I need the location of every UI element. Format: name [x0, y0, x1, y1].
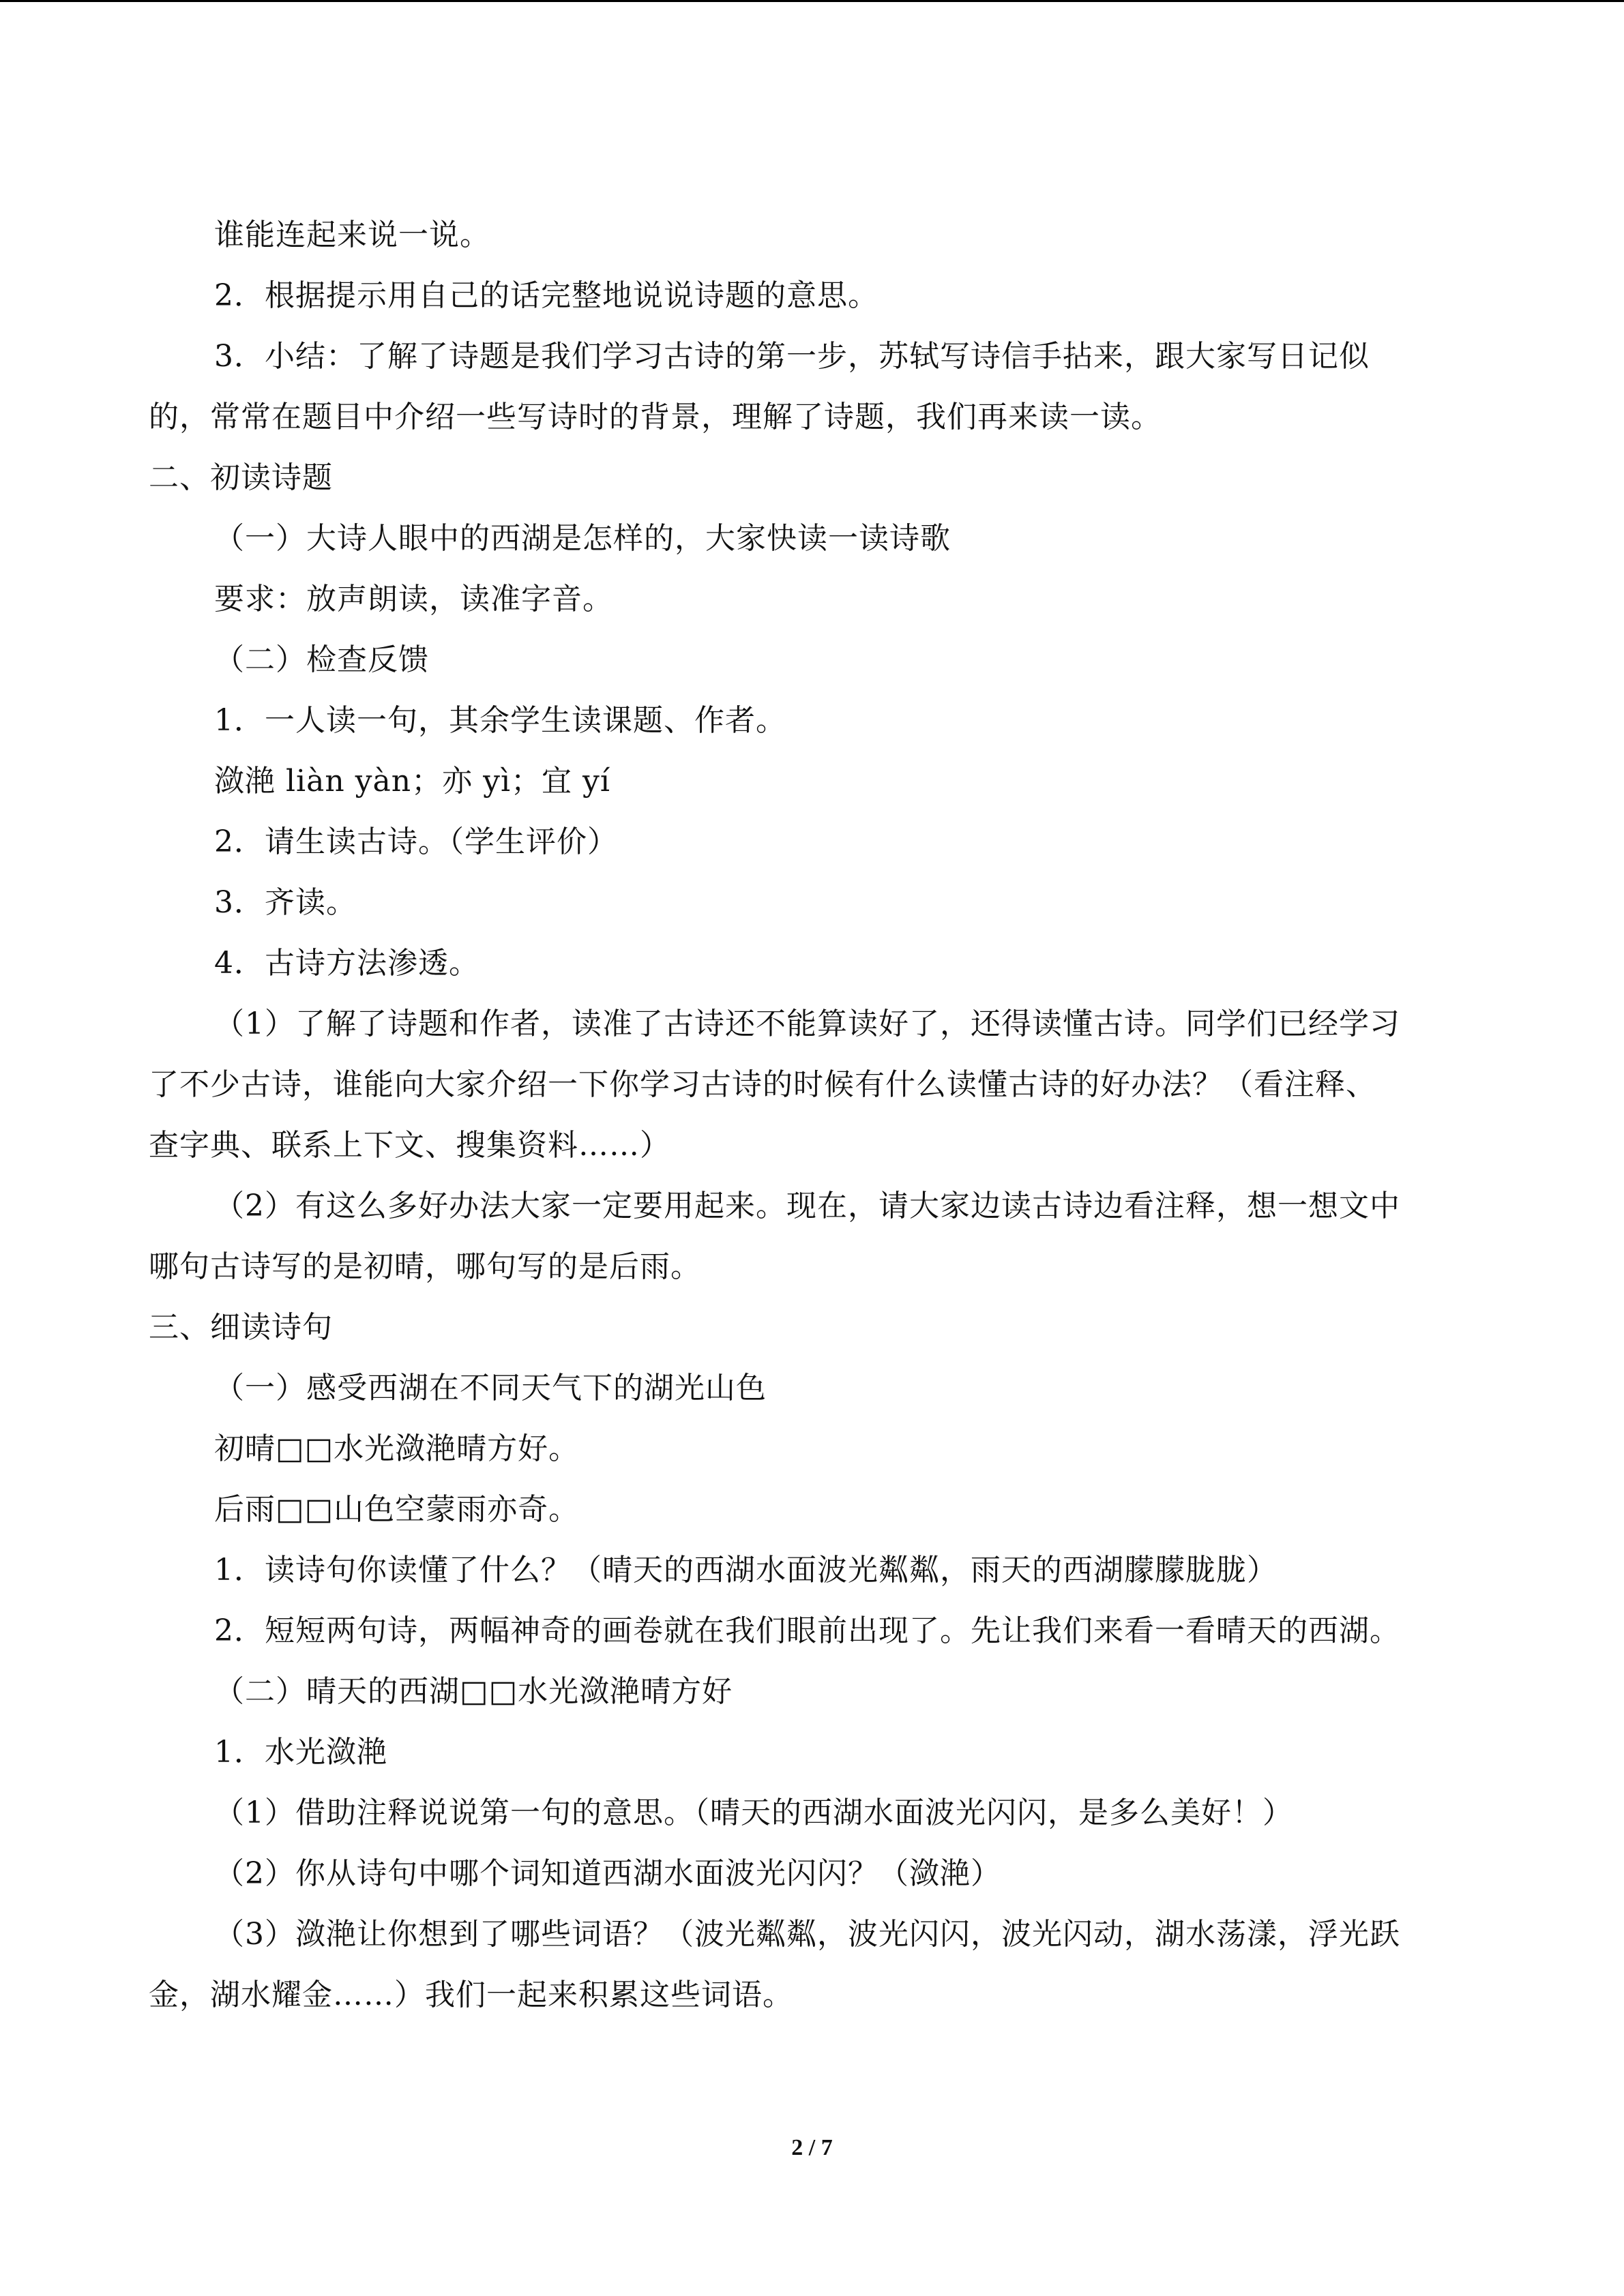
body-text: [149, 205, 1479, 2025]
text-line: 的，常常在题目中介绍一些写诗时的背景，理解了诗题，我们再来读一读。: [149, 400, 1162, 434]
text-line: 1．一人读一句，其余学生读课题、作者。: [214, 703, 786, 738]
poem-line: 初晴□□水光潋滟晴方好。: [214, 1431, 580, 1466]
text-line: 金，湖水耀金……）我们一起来积累这些词语。: [149, 1978, 793, 2012]
text-line: 查字典、联系上下文、搜集资料……）: [149, 1128, 670, 1163]
text-line: 2．短短两句诗，两幅神奇的画卷就在我们眼前出现了。先让我们来看一看晴天的西湖。: [214, 1613, 1400, 1648]
text-line: （一）感受西湖在不同天气下的湖光山色: [214, 1371, 767, 1405]
text-line: 2．请生读古诗。（学生评价）: [214, 824, 618, 859]
section-heading: 二、初读诗题: [149, 460, 333, 495]
text-line: 1．水光潋滟: [214, 1735, 387, 1770]
poem-line: 后雨□□山色空蒙雨亦奇。: [214, 1492, 580, 1527]
text-line: 了不少古诗，谁能向大家介绍一下你学习古诗的时候有什么读懂古诗的好办法？（看注释、: [149, 1067, 1376, 1102]
text-line: 哪句古诗写的是初晴，哪句写的是后雨。: [149, 1249, 701, 1284]
text-line: 3．齐读。: [214, 885, 357, 920]
text-line: （二）晴天的西湖□□水光潋滟晴方好: [214, 1674, 733, 1709]
text-line: 要求：放声朗读，读准字音。: [214, 582, 613, 616]
text-line: 3．小结：了解了诗题是我们学习古诗的第一步，苏轼写诗信手拈来，跟大家写日记似: [214, 339, 1370, 374]
text-line: 4．古诗方法渗透。: [214, 946, 479, 981]
text-line: 2．根据提示用自己的话完整地说说诗题的意思。: [214, 278, 879, 313]
text-line: 谁能连起来说一说。: [214, 218, 490, 252]
text-line: （2）你从诗句中哪个词知道西湖水面波光闪闪？（潋滟）: [214, 1856, 1001, 1891]
text-line: （3）潋滟让你想到了哪些词语？（波光粼粼，波光闪闪，波光闪动，湖水荡漾，浮光跃: [214, 1917, 1400, 1952]
text-line: （2）有这么多好办法大家一定要用起来。现在，请大家边读古诗边看注释，想一想文中: [214, 1189, 1400, 1223]
pinyin-line: 潋滟 liàn yàn；亦 yì；宜 yí: [214, 764, 610, 799]
text-line: （二）检查反馈: [214, 642, 429, 677]
page-number: 2 / 7: [791, 2135, 833, 2160]
section-heading: 三、细读诗句: [149, 1310, 333, 1345]
top-border-rule: [0, 0, 1624, 2]
text-line: 1．读诗句你读懂了什么？（晴天的西湖水面波光粼粼，雨天的西湖朦朦胧胧）: [214, 1553, 1278, 1587]
text-line: （一）大诗人眼中的西湖是怎样的，大家快读一读诗歌: [214, 521, 951, 556]
text-line: （1）了解了诗题和作者，读准了古诗还不能算读好了，还得读懂古诗。同学们已经学习: [214, 1007, 1400, 1041]
text-line: （1）借助注释说说第一句的意思。（晴天的西湖水面波光闪闪，是多么美好！）: [214, 1795, 1293, 1830]
